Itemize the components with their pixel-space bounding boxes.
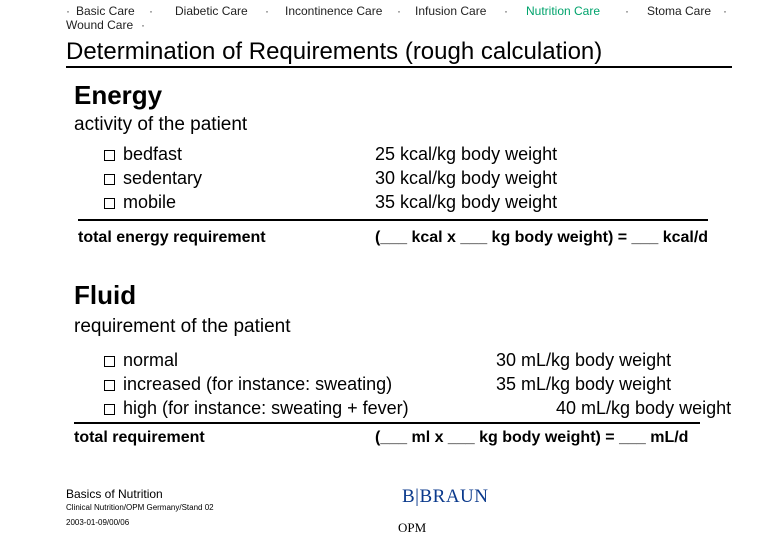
fluid-value: 40 mL/kg body weight [556, 398, 732, 418]
checkbox-icon[interactable] [104, 380, 115, 391]
nav-separator: · [66, 4, 70, 18]
opm-label: OPM [398, 520, 427, 535]
fluid-rule [74, 422, 700, 424]
fluid-value: 30 mL/kg body weight [496, 350, 672, 370]
nav-item-wound-care[interactable]: Wound Care [66, 18, 134, 32]
page-title: Determination of Requirements (rough calculation) [66, 38, 603, 65]
checkbox-icon[interactable] [104, 404, 115, 415]
nav-item-infusion-care[interactable]: Infusion Care [415, 4, 487, 18]
nav-separator: · [723, 4, 727, 18]
title-rule [66, 66, 732, 68]
checkbox-icon[interactable] [104, 174, 115, 185]
fluid-formula: (___ ml x ___ kg body weight) = ___ mL/d [375, 429, 689, 446]
nav-item-diabetic-care[interactable]: Diabetic Care [175, 4, 248, 18]
nav-separator: · [149, 4, 153, 18]
nav-separator: · [265, 4, 269, 18]
checkbox-icon[interactable] [104, 150, 115, 161]
fluid-option-normal[interactable]: normal [104, 350, 178, 371]
nav-item-stoma-care[interactable]: Stoma Care [647, 4, 712, 18]
footer-title: Basics of Nutrition [66, 487, 163, 501]
energy-subheading: activity of the patient [74, 114, 248, 135]
energy-option-sedentary[interactable]: sedentary [104, 168, 202, 189]
fluid-total-label: total requirement [74, 429, 205, 446]
fluid-heading: Fluid [74, 280, 137, 310]
nav-separator: · [625, 4, 629, 18]
energy-value: 30 kcal/kg body weight [375, 168, 558, 188]
energy-rule [78, 219, 708, 221]
energy-heading: Energy [74, 80, 163, 110]
footer-line2: 2003-01-09/00/06 [66, 518, 130, 527]
energy-value: 35 kcal/kg body weight [375, 192, 558, 212]
bbraun-logo: B|BRAUN [402, 486, 489, 507]
energy-option-bedfast[interactable]: bedfast [104, 144, 182, 165]
nav-item-nutrition-care[interactable]: Nutrition Care [526, 4, 601, 18]
footer-line1: Clinical Nutrition/OPM Germany/Stand 02 [66, 503, 214, 512]
fluid-subheading: requirement of the patient [74, 316, 291, 337]
energy-formula: (___ kcal x ___ kg body weight) = ___ kcal/d [375, 229, 709, 246]
nav-item-incontinence-care[interactable]: Incontinence Care [285, 4, 383, 18]
nav-separator: · [397, 4, 401, 18]
fluid-value: 35 mL/kg body weight [496, 374, 672, 394]
fluid-option-increased[interactable]: increased (for instance: sweating) [104, 374, 392, 395]
energy-value: 25 kcal/kg body weight [375, 144, 558, 164]
energy-option-mobile[interactable]: mobile [104, 192, 176, 213]
checkbox-icon[interactable] [104, 356, 115, 367]
checkbox-icon[interactable] [104, 198, 115, 209]
nav-separator: · [504, 4, 508, 18]
nav-separator: · [141, 18, 145, 32]
nav-item-basic-care[interactable]: Basic Care [76, 4, 135, 18]
fluid-option-high[interactable]: high (for instance: sweating + fever) [104, 398, 409, 419]
energy-total-label: total energy requirement [78, 229, 266, 246]
